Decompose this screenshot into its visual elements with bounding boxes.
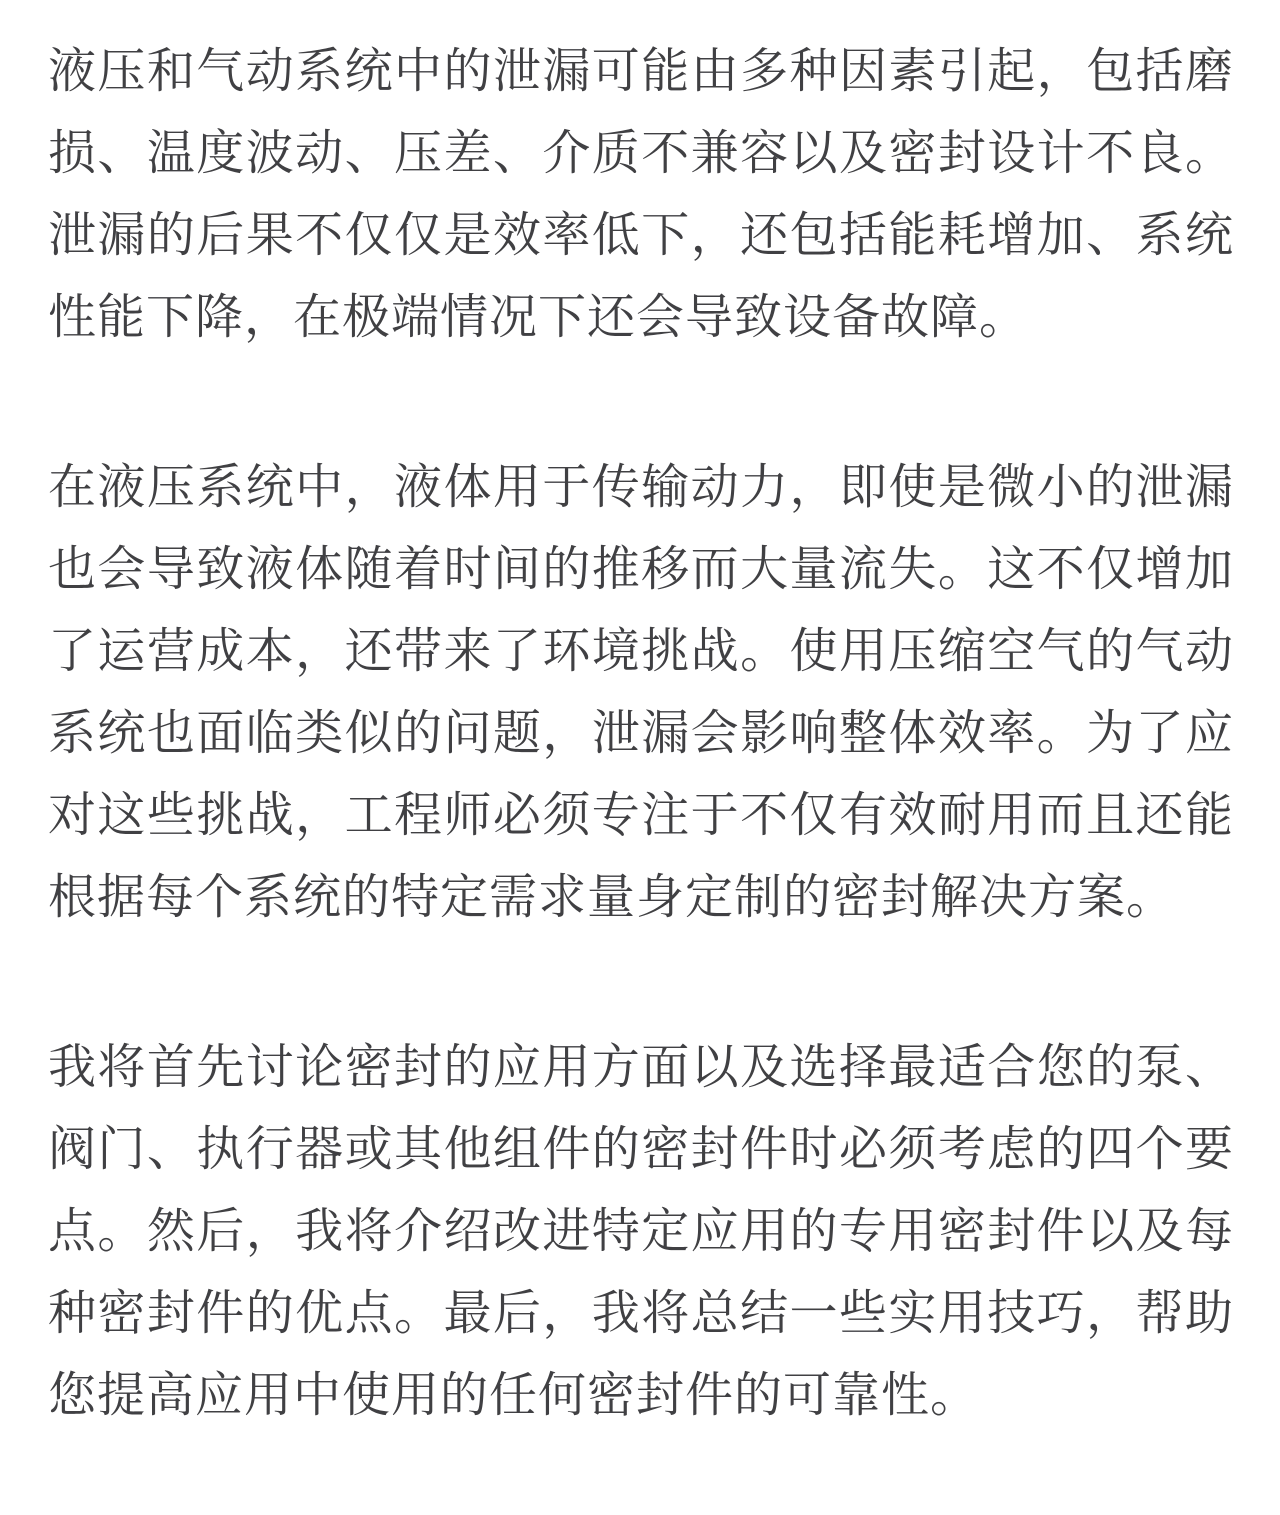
paragraph-article-outline: 我将首先讨论密封的应用方面以及选择最适合您的泵、阀门、执行器或其他组件的密封件时必须考虑的四个要点。然后，我将介绍改进特定应用的专用密封件以及每种密封件的优点。最后，我将总结一些实用技巧，帮助您提高应用中使用的任何密封件的可靠性。 bbox=[48, 1041, 1234, 1422]
paragraph-hydraulic-pneumatic-impact: 在液压系统中，液体用于传输动力，即使是微小的泄漏也会导致液体随着时间的推移而大量流失。这不仅增加了运营成本，还带来了环境挑战。使用压缩空气的气动系统也面临类似的问题，泄漏会影响整体效率。为了应对这些挑战，工程师必须专注于不仅有效耐用而且还能根据每个系统的特定需求量身定制的密封解决方案。 bbox=[48, 461, 1234, 924]
paragraph-leak-causes: 液压和气动系统中的泄漏可能由多种因素引起，包括磨损、温度波动、压差、介质不兼容以及密封设计不良。泄漏的后果不仅仅是效率低下，还包括能耗增加、系统性能下降，在极端情况下还会导致设备故障。 bbox=[48, 45, 1234, 344]
